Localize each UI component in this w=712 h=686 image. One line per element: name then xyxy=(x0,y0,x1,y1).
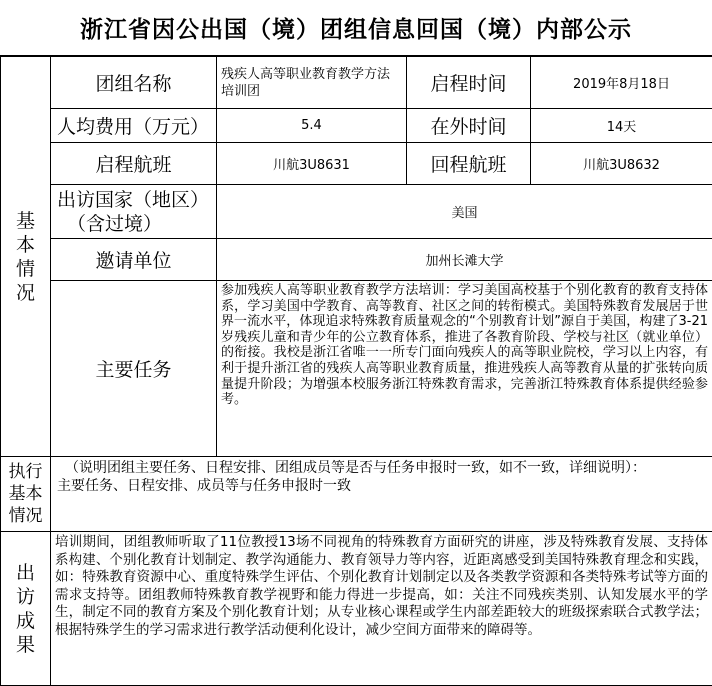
row-group-name xyxy=(1,57,712,109)
group-name-label: 团组名称 xyxy=(51,57,217,109)
cost-value: 5.4 xyxy=(217,109,407,143)
execution-note: （说明团组主要任务、日程安排、团组成员等是否与任务申报时一致，如不一致，详细说明）： xyxy=(57,459,706,477)
section-char: 况 xyxy=(1,281,50,305)
execution-cell xyxy=(51,457,712,532)
row-cost xyxy=(1,109,712,143)
inviting-unit-label: 邀请单位 xyxy=(51,239,217,281)
section-char: 访 xyxy=(1,585,50,609)
row-execution xyxy=(1,457,712,532)
results-value: 培训期间，团组教师听取了11位教授13场不同视角的特殊教育方面研究的讲座，涉及特殊教育发展、支持体系构建、个别化教育计划制定、教学沟通能力、教育领导力等内容，近距离感受到美国特殊教育理念和实践，如：特殊教育资源中心、重度特殊学生评估、个别化教育计划制定以及各类教学资源和各类特殊考试等方面的需求支持等。团组教师特殊教育教学视野和能力得进一步提高，如：关注不同残疾类别、认知发展水平的学生，制定不同的教育方案及个别化教育计划；从专业核心课程或学生内部差距较大的班级探索联合式教学法；根据特殊学生的学习需求进行教学活动便利化设计，减少空间方面带来的障碍等。 xyxy=(51,532,712,686)
row-main-tasks xyxy=(1,281,712,457)
section-char: 果 xyxy=(1,633,50,657)
section-char: 成 xyxy=(1,609,50,633)
countries-label-line2: （含过境） xyxy=(57,212,212,236)
row-inviting-unit xyxy=(1,239,712,281)
basic-info-section-label xyxy=(1,57,51,457)
abroad-time-value: 14天 xyxy=(531,109,712,143)
info-table xyxy=(0,56,712,686)
execution-section-label xyxy=(1,457,51,532)
execution-value: 主要任务、日程安排、成员等与任务申报时一致 xyxy=(57,478,351,494)
countries-label-line1: 出访国家（地区） xyxy=(57,188,212,212)
section-char: 本 xyxy=(1,233,50,257)
row-flights xyxy=(1,143,712,185)
departure-time-label: 启程时间 xyxy=(407,57,531,109)
main-tasks-label: 主要任务 xyxy=(51,281,217,457)
departure-flight-label: 启程航班 xyxy=(51,143,217,185)
section-char: 出 xyxy=(1,561,50,585)
main-tasks-value: 参加残疾人高等职业教育教学方法培训：学习美国高校基于个别化教育的教育支持体系，学习美国中学教育、高等教育、社区之间的转衔模式。美国特殊教育发展居于世界一流水平，体现追求特殊教育质量观念的“个别教育计划”源自于美国，构建了3-21岁残疾儿童和青少年的公立教育体系，推进了各教育阶段、学校与社区（就业单位）的衔接。我校是浙江省唯一一所专门面向残疾人的高等职业院校，学习以上内容，有利于提升浙江省的残疾人高等职业教育质量，推进残疾人高等教育从量的扩张转向质量提升阶段；为增强本校服务浙江特殊教育需求，完善浙江特殊教育体系提供经验参考。 xyxy=(217,281,712,457)
section-char: 基 xyxy=(1,209,50,233)
return-flight-label: 回程航班 xyxy=(407,143,531,185)
group-name-value: 残疾人高等职业教育教学方法培训团 xyxy=(217,57,407,109)
countries-value: 美国 xyxy=(217,185,712,239)
row-results xyxy=(1,532,712,686)
document-title: 浙江省因公出国（境）团组信息回国（境）内部公示 xyxy=(0,0,712,57)
departure-flight-value: 川航3U8631 xyxy=(217,143,407,185)
row-countries xyxy=(1,185,712,239)
section-char: 情况 xyxy=(1,505,50,527)
departure-time-value: 2019年8月18日 xyxy=(531,57,712,109)
countries-label xyxy=(51,185,217,239)
inviting-unit-value: 加州长滩大学 xyxy=(217,239,712,281)
cost-label: 人均费用（万元） xyxy=(51,109,217,143)
abroad-time-label: 在外时间 xyxy=(407,109,531,143)
section-char: 基本 xyxy=(1,483,50,505)
return-flight-value: 川航3U8632 xyxy=(531,143,712,185)
section-char: 执行 xyxy=(1,461,50,483)
results-section-label xyxy=(1,532,51,686)
section-char: 情 xyxy=(1,257,50,281)
